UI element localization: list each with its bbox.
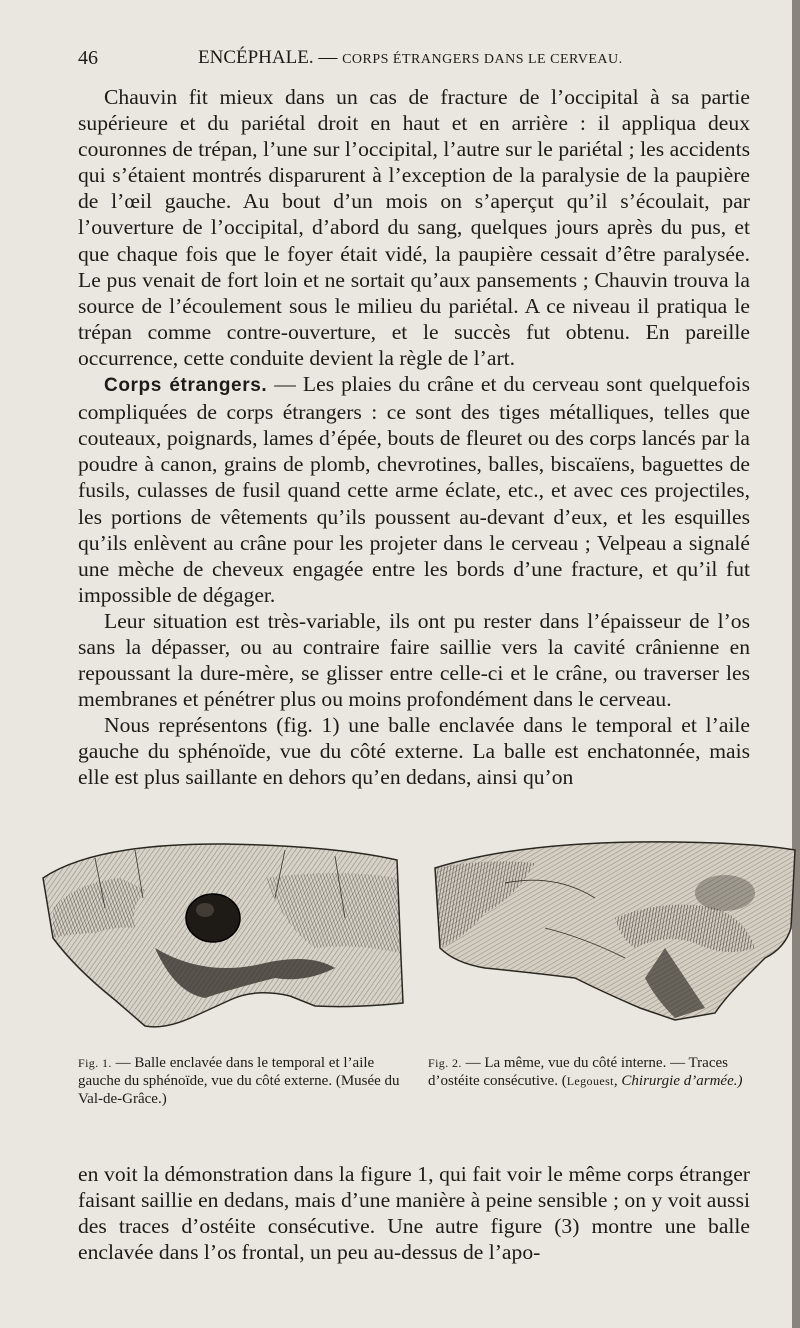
figure-1-engraving — [35, 838, 410, 1038]
section-heading-corps-etrangers: Corps étrangers. — [104, 375, 268, 397]
paragraph-corps-etrangers — [78, 371, 750, 608]
paragraph-chauvin: Chauvin fit mieux dans un cas de fracture de l’occipital à sa partie supérieure et du pariétal droit en haut et en arrière : il appliqua deux couronnes de trépan, l’une sur l’occipital, l’autre sur le pariétal ; les accidents qui s’étaient montrés disparurent à l’exception de la paralysie de la paupière de l’œil gauche. Au bout d’un mois on s’aperçut qu’il s’écoulait, par l’ouverture de l’occipital, d’abord du sang, quelques jours après du pus, et que chaque fois que le foyer était vidé, la paupière cessait d’être paralysée. Le pus venait de fort loin et ne sortait qu’aux pansements ; Chauvin trouva la source de l’écoulement sous le milieu du pariétal. A ce niveau il pratiqua le trépan comme contre-ouverture, et le succès fut obtenu. En pareille occurrence, cette conduite devient la règle de l’art. — [78, 85, 750, 370]
body-text-bottom — [78, 1139, 750, 1287]
paragraph-corps-etrangers-text: — Les plaies du crâne et du cerveau sont quelquefois compliquées de corps étrangers : ce sont des tiges métalliques, telles que couteaux, poignards, lames d’épée, bouts de fleuret ou des corps lancés par la poudre à canon, grains de plomb, chevrotines, balles, biscaïens, baguettes de fusils, culasses de fusil quand cette arme éclate, etc., et avec ces projectiles, les portions de vêtements qu’ils poussent au-devant d’eux, et les esquilles qu’ils enlèvent au crâne pour les projeter dans le cerveau ; Velpeau a signalé une mèche de cheveux engagée entre les bords d’une fracture, et qu’il fut impossible de dégager. — [78, 372, 750, 607]
page-number: 46 — [78, 47, 98, 69]
running-header — [78, 47, 748, 73]
figure-2-engraving — [425, 838, 800, 1038]
bullet-embedded — [186, 894, 240, 942]
figures-area — [30, 838, 800, 1038]
paragraph-fig1-continuation: en voit la démonstration dans la figure 1, qui fait voir le même corps étranger faisant saillie en dedans, mais d’une manière à peine sensible ; on y voit aussi des traces d’ostéite consécutive. Une autre figure (3) montre une balle enclavée dans l’os frontal, un peu au-dessus de l’apo- — [78, 1161, 750, 1264]
figure-2-caption-source: , Chirurgie d’armée.) — [613, 1073, 743, 1089]
figure-2-caption — [428, 1054, 752, 1090]
paragraph-fig1-intro: Nous représentons (fig. 1) une balle enclavée dans le temporal et l’aile gauche du sphénoïde, vue du côté externe. La balle est enchatonnée, mais elle est plus saillante en dehors qu’en dedans, ainsi qu’on — [78, 713, 750, 790]
paragraph-situation: Leur situation est très-variable, ils ont pu rester dans l’épaisseur de l’os sans la dépasser, ou au contraire faire saillie vers la cavité crânienne en repoussant la dure-mère, se glisser entre celle-ci et le crâne, ou traverser les membranes et pénétrer plus ou moins profondément dans le cerveau. — [78, 608, 750, 712]
page-edge — [792, 0, 800, 1328]
running-title-dash: — — [313, 47, 343, 68]
figure-2-label: Fig. 2. — [428, 1056, 462, 1070]
body-text-top — [78, 84, 750, 791]
running-title-main: ENCÉPHALE. — [198, 47, 314, 68]
figure-2-caption-text: — La même, vue du côté interne. — Traces d’ostéite consécutive. ( — [428, 1055, 728, 1089]
figure-1-caption — [78, 1054, 400, 1108]
running-title-subtitle: CORPS ÉTRANGERS DANS LE CERVEAU. — [342, 52, 623, 67]
running-title — [198, 47, 623, 69]
figure-2-caption-author: Legouest — [566, 1074, 614, 1088]
figure-1-label: Fig. 1. — [78, 1056, 112, 1070]
figure-1-caption-text: — Balle enclavée dans le temporal et l’aile gauche du sphénoïde, vue du côté externe. (Musée du Val-de-Grâce.) — [78, 1055, 400, 1107]
